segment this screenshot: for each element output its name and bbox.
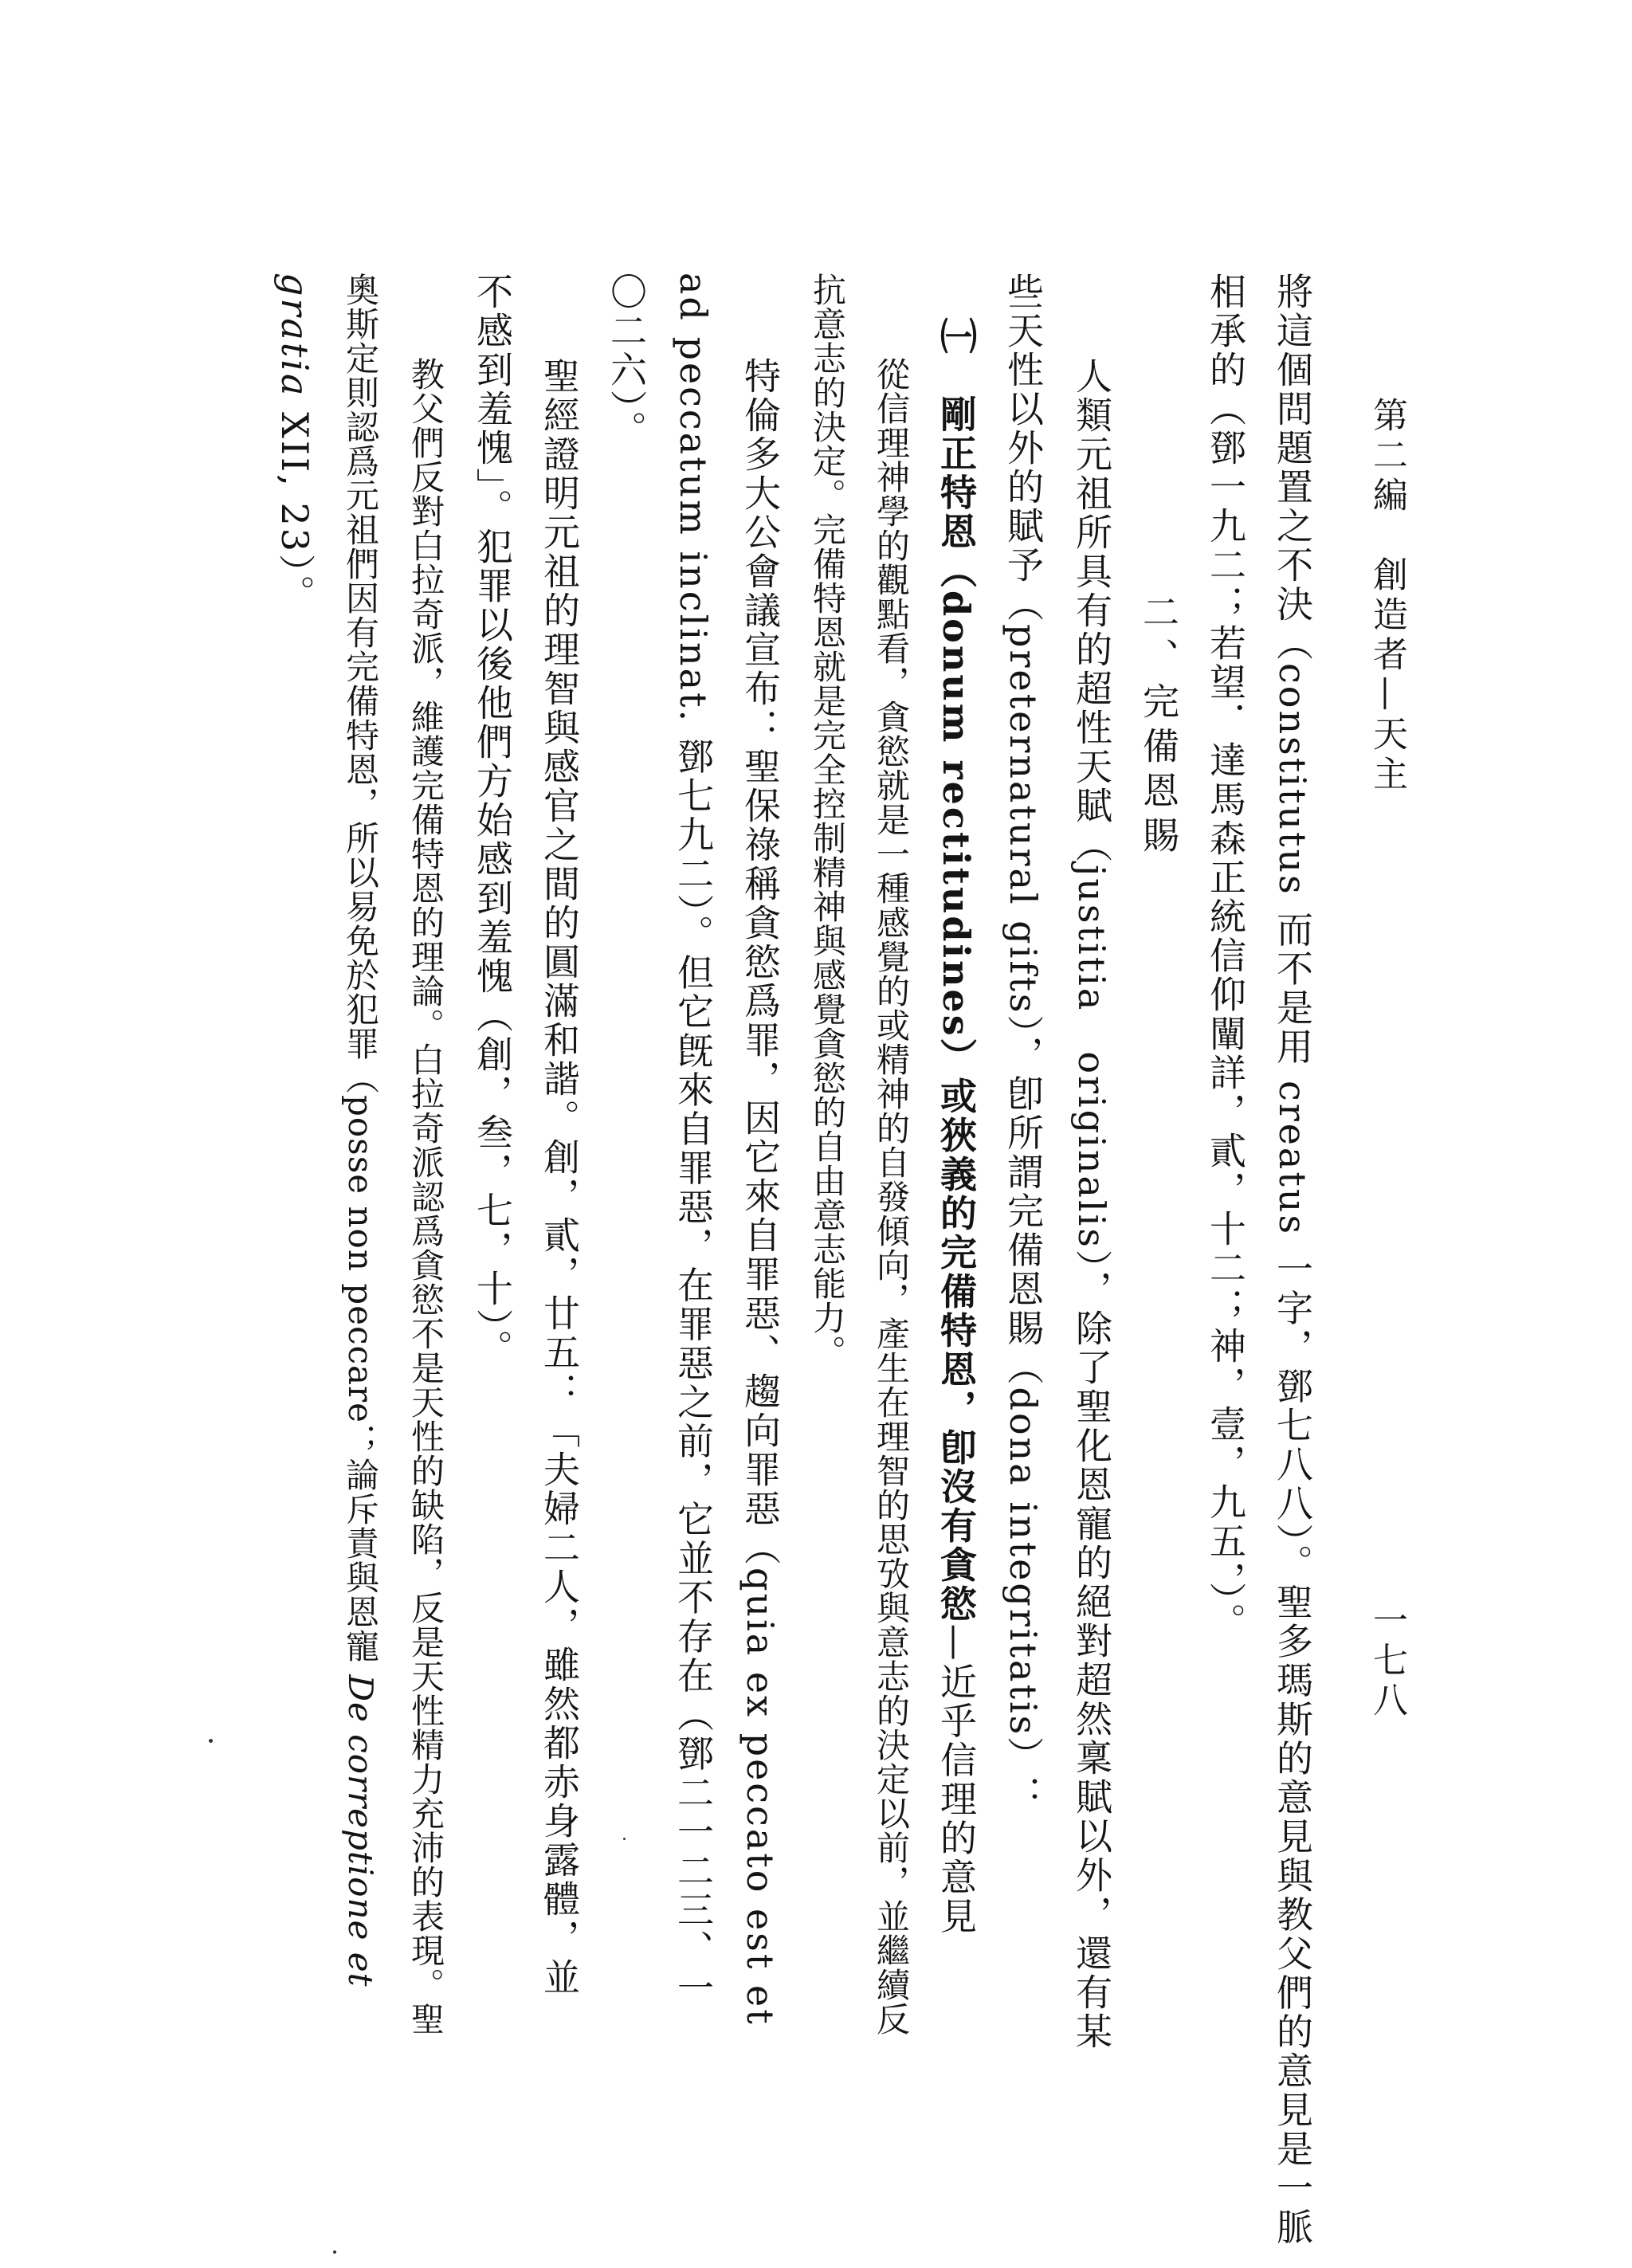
text-column-2: 相承的（鄧一九二；若望．達馬森正統信仰闡詳，貳，十二；神，壹，九五，）。 bbox=[1204, 273, 1247, 1642]
scan-speck bbox=[623, 1838, 626, 1840]
text-column-9: 特倫多大公會議宣布：聖保祿稱貪慾爲罪，因它來自罪惡、趨向罪惡（quia ex peccato est et bbox=[739, 357, 782, 2027]
text-column-10: ad peccatum inclinat. 鄧七九二）。但它旣來自罪惡，在罪惡之前，它並不存在（鄧二一二三、一 bbox=[672, 273, 715, 2008]
text-column-7: 從信理神學的觀點看，貪慾就是一種感覺的或精神的自發傾向，產生在理智的思攷與意志的決定以前，並繼續反 bbox=[872, 357, 911, 2036]
text-column-13: 不感到羞愧」。犯罪以後他們方始感到羞愧（創，叁，七，十）。 bbox=[471, 273, 514, 1368]
text-column-15 bbox=[336, 273, 384, 1987]
text-column-15-main: 奧斯定則認爲元祖們因有完備特恩，所以易免於犯罪（posse non peccare；論斥責與恩寵 bbox=[341, 273, 380, 1675]
text-column-8: 抗意志的決定。完備特恩就是完全控制精神與感覺貪慾的自由意志能力。 bbox=[808, 273, 847, 1369]
text-column-4: 人類元祖所具有的超性天賦（justitia originalis），除了聖化恩寵的絕對超然稟賦以外，還有某 bbox=[1070, 357, 1113, 2051]
section-heading: 二、完備恩賜 bbox=[1137, 593, 1180, 861]
text-column-11: 〇二六）。 bbox=[605, 273, 648, 449]
scan-speck bbox=[209, 1739, 213, 1743]
subsection-heading-note: —近乎信理的意見 bbox=[935, 1623, 978, 1936]
text-column-12: 聖經證明元祖的理智與感官之間的圓滿和諧。創，貳，廿五：「夫婦二人，雖然都赤身露體，並 bbox=[538, 357, 581, 1997]
text-column-14: 教父們反對白拉奇派，維護完備特恩的理論。白拉奇派認爲貪慾不是天性的缺陷，反是天性精力充沛的表現。聖 bbox=[406, 357, 445, 2036]
subsection-heading bbox=[932, 317, 980, 1936]
text-column-5: 些天性以外的賦予（preternatural gifts），卽所謂完備恩賜（dona integritatis）： bbox=[1002, 273, 1045, 1815]
page-number: 一七八 bbox=[1367, 1602, 1407, 1721]
text-column-16 bbox=[271, 273, 319, 614]
running-header-title: 第二編 創造者—天主 bbox=[1367, 397, 1407, 795]
text-column-16-main: XII, 23）。 bbox=[273, 398, 316, 614]
subsection-heading-bold: ㈠ 剛正特恩（donum rectitudines）或狹義的完備特恩，卽沒有貪慾 bbox=[935, 317, 978, 1624]
scan-speck bbox=[333, 2250, 336, 2254]
text-column-1: 將這個問題置之不決（constitutus 而不是用 creatus 一字，鄧七八八）。聖多瑪斯的意見與教父們的意見是一脈 bbox=[1271, 273, 1314, 2247]
text-column-16-italic: gratia bbox=[273, 273, 316, 398]
text-column-15-italic: De correptione et bbox=[341, 1674, 380, 1987]
